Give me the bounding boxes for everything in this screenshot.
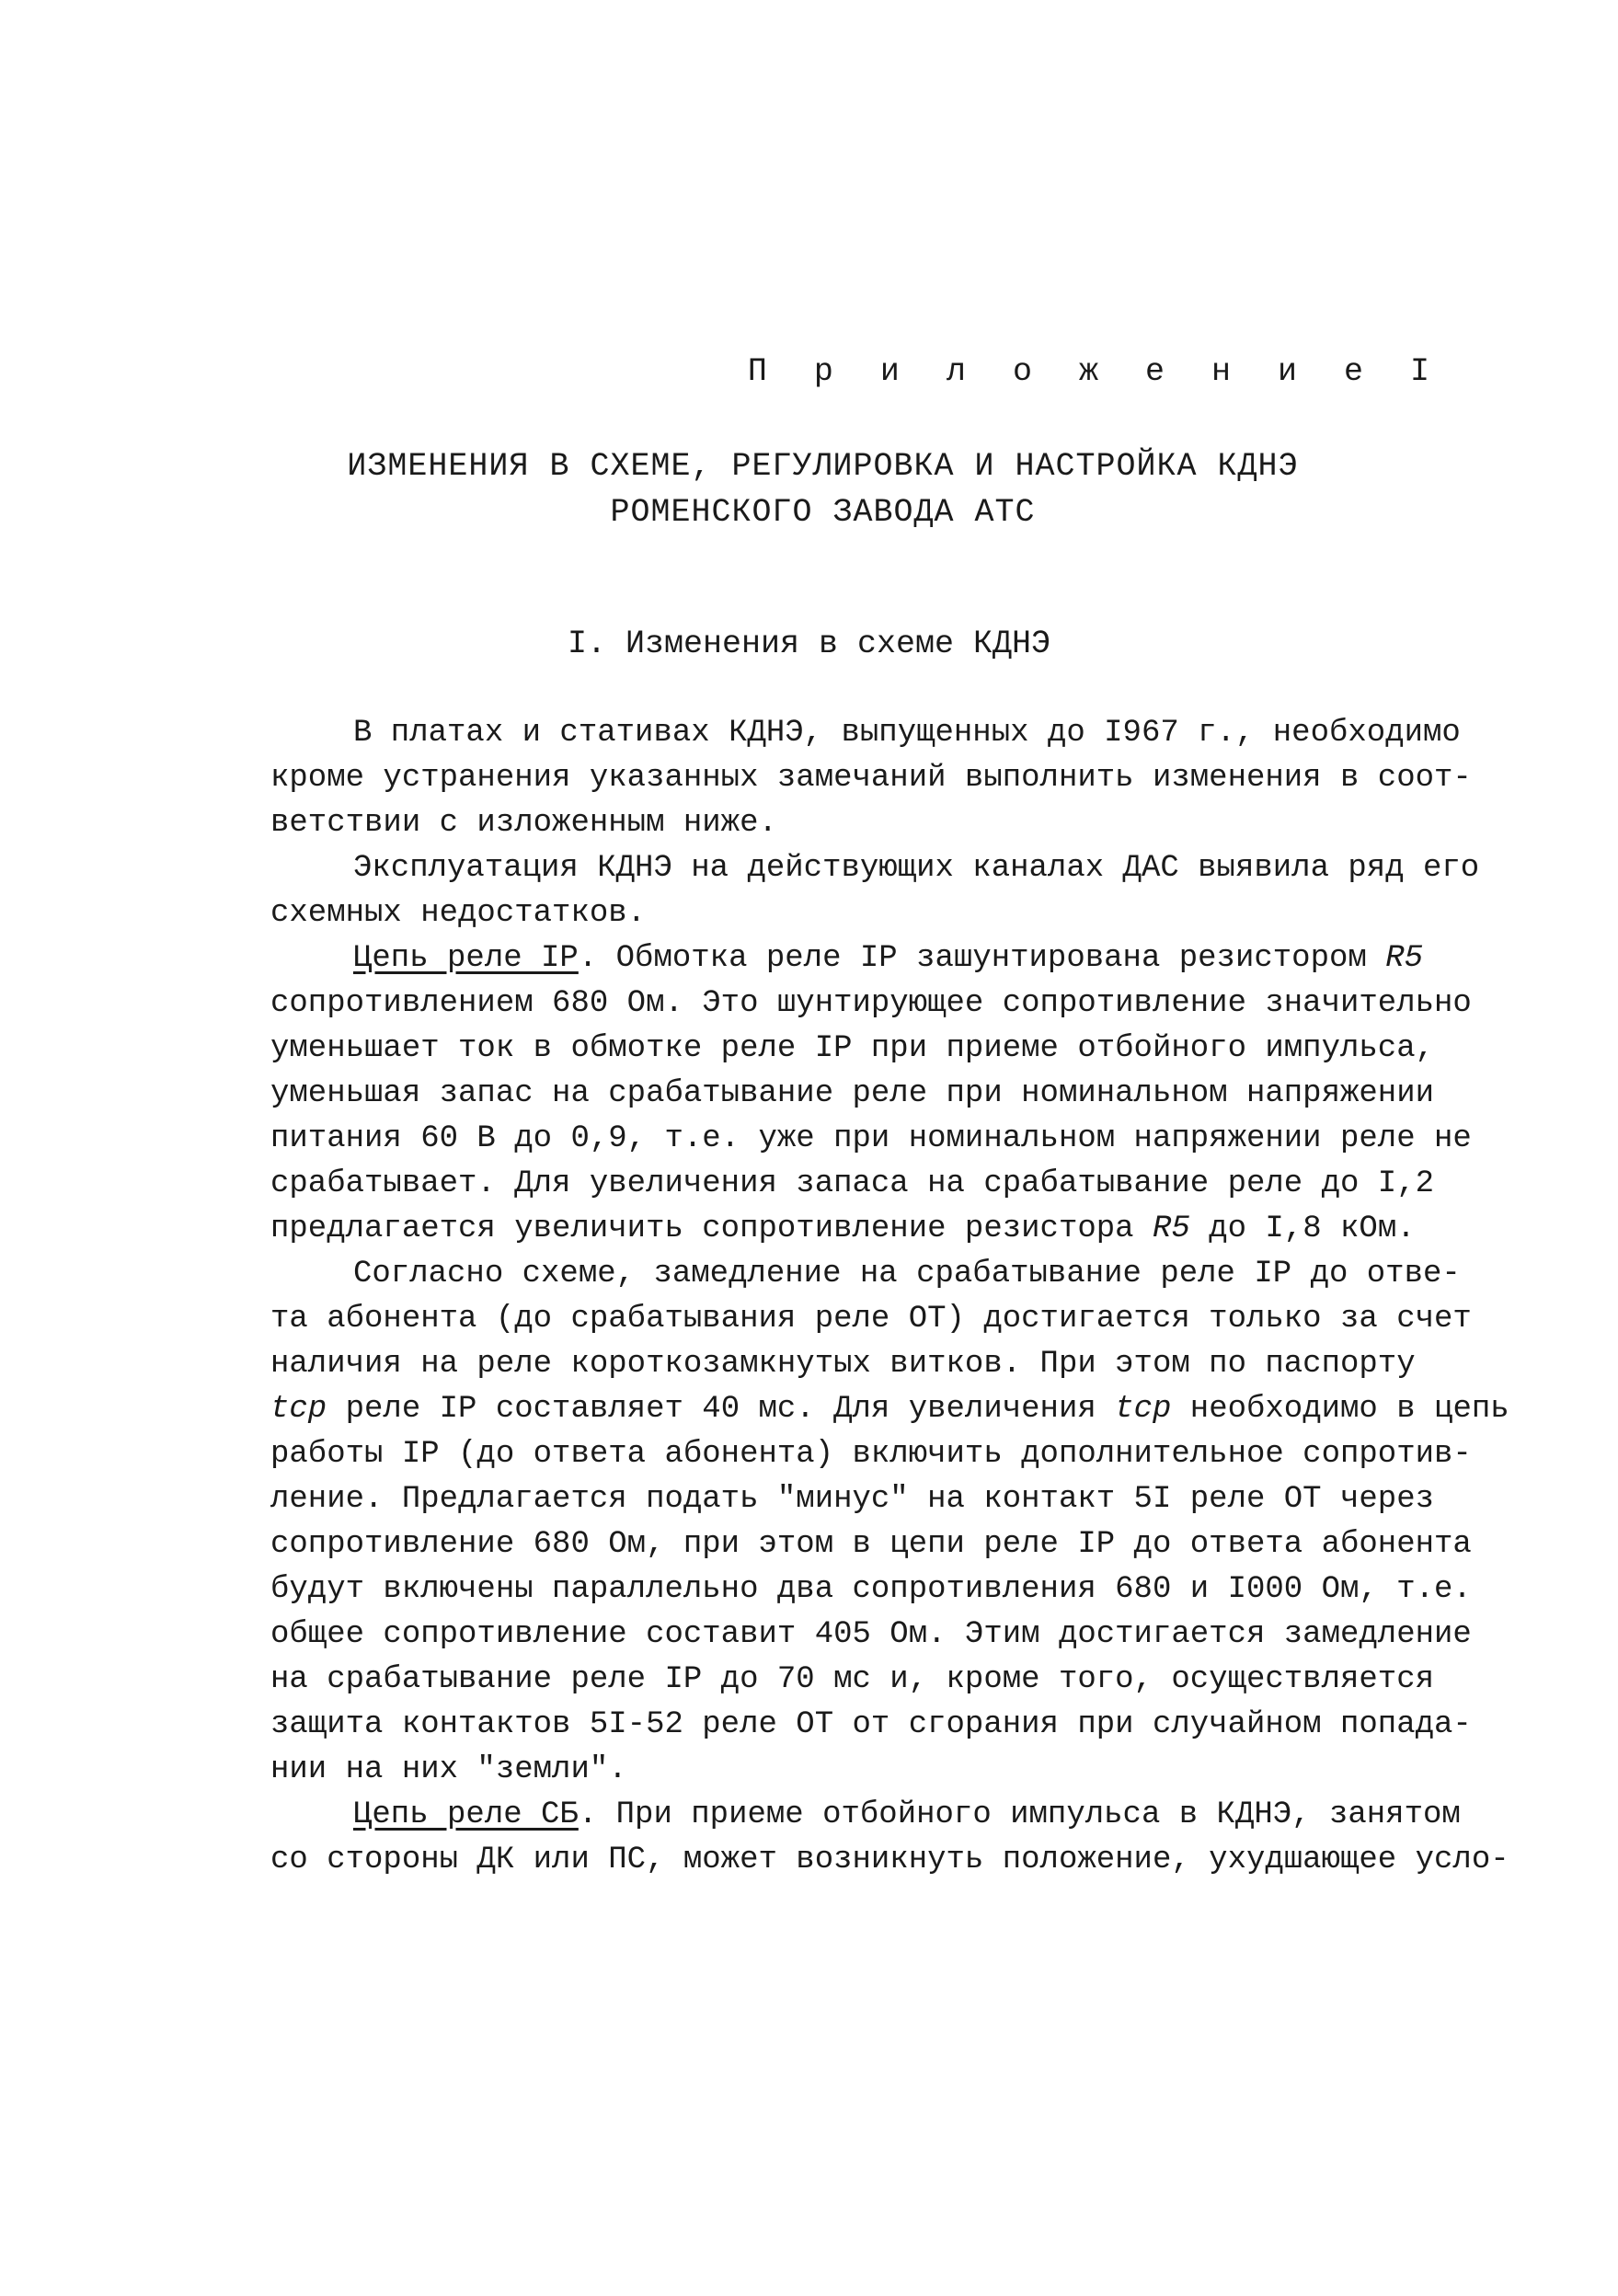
paragraph-4-line: ление. Предлагается подать "минус" на контакт 5I реле ОТ через — [270, 1482, 1435, 1517]
paragraph-4-line: сопротивление 680 Ом, при этом в цепи реле IР до ответа абонента — [270, 1527, 1472, 1562]
tcp-symbol: tср — [1115, 1392, 1172, 1427]
paragraph-3-line: питания 60 В до 0,9, т.е. уже при номинальном напряжении реле не — [270, 1121, 1472, 1156]
paragraph-3-line: уменьшает ток в обмотке реле IР при приеме отбойного импульса, — [270, 1031, 1435, 1066]
relay-1r-circuit-heading: Цепь реле IР — [353, 941, 579, 976]
section-heading: I. Изменения в схеме КДНЭ — [567, 626, 1051, 662]
paragraph-3-line: срабатывает. Для увеличения запаса на срабатывание реле до I,2 — [270, 1166, 1435, 1201]
appendix-label: П р и л о ж е н и е I — [747, 353, 1443, 390]
paragraph-5-first-line: Цепь реле СБ. При приеме отбойного импульса в КДНЭ, занятом — [353, 1797, 1461, 1832]
tcp-symbol: tср — [270, 1392, 327, 1427]
paragraph-4-line: будут включены параллельно два сопротивления 680 и I000 Ом, т.е. — [270, 1572, 1472, 1607]
paragraph-4-line: работы IР (до ответа абонента) включить дополнительное сопротив- — [270, 1437, 1472, 1472]
body-text — [270, 711, 1509, 1883]
paragraph-4-line: общее сопротивление составит 405 Ом. Этим достигается замедление — [270, 1617, 1472, 1652]
r5-symbol: R5 — [1385, 941, 1423, 976]
r5-symbol: R5 — [1152, 1211, 1190, 1246]
document-title-line-2: РОМЕНСКОГО ЗАВОДА АТС — [610, 494, 1036, 531]
document-title-line-1: ИЗМЕНЕНИЯ В СХЕМЕ, РЕГУЛИРОВКА И НАСТРОЙКА КДНЭ — [347, 448, 1299, 485]
paragraph-3-first-line: Цепь реле IР. Обмотка реле IР зашунтирована резистором R5 — [353, 941, 1423, 976]
paragraph-5-line: со стороны ДК или ПС, может возникнуть положение, ухудшающее усло- — [270, 1843, 1509, 1877]
paragraph-1-line: В платах и стативах КДНЭ, выпущенных до I967 г., необходимо — [353, 716, 1461, 751]
relay-sb-circuit-heading: Цепь реле СБ — [353, 1797, 579, 1832]
paragraph-4-line: наличия на реле короткозамкнутых витков. При этом по паспорту — [270, 1347, 1416, 1382]
paragraph-3-line: уменьшая запас на срабатывание реле при номинальном напряжении — [270, 1076, 1435, 1111]
paragraph-1-line: кроме устранения указанных замечаний выполнить изменения в соот- — [270, 761, 1472, 796]
paragraph-4-tcp-line: tср реле IР составляет 40 мс. Для увеличения tср необходимо в цепь — [270, 1392, 1509, 1427]
paragraph-4-line: нии на них "земли". — [270, 1752, 627, 1787]
paragraph-4-line: защита контактов 5I-52 реле ОТ от сгорания при случайном попада- — [270, 1707, 1472, 1742]
paragraph-4-line: на срабатывание реле IР до 70 мс и, кроме того, осуществляется — [270, 1662, 1435, 1697]
paragraph-2-line: Эксплуатация КДНЭ на действующих каналах ДАС выявила ряд его — [353, 851, 1480, 886]
paragraph-3-line: сопротивлением 680 Ом. Это шунтирующее сопротивление значительно — [270, 986, 1472, 1021]
paragraph-2-line: схемных недостатков. — [270, 896, 647, 931]
paragraph-4-line: Согласно схеме, замедление на срабатывание реле IР до отве- — [353, 1257, 1461, 1292]
paragraph-4-line: та абонента (до срабатывания реле ОТ) достигается только за счет — [270, 1302, 1472, 1337]
paragraph-1-line: ветствии с изложенным ниже. — [270, 806, 777, 841]
paragraph-3-last-line: предлагается увеличить сопротивление резистора R5 до I,8 кОм. — [270, 1211, 1416, 1246]
